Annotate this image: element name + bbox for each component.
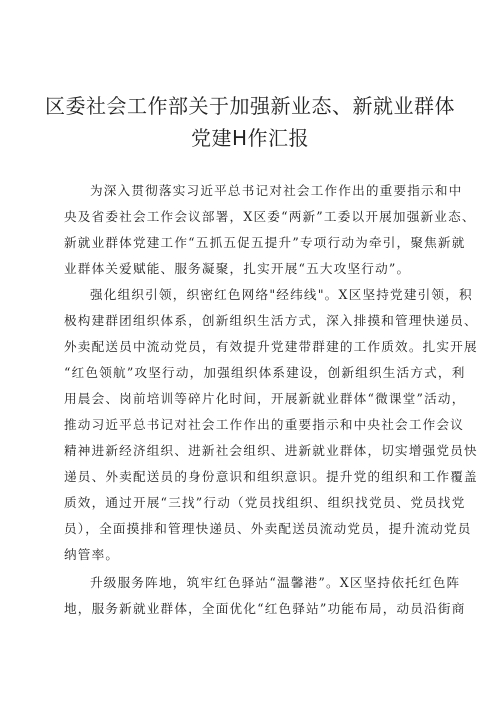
paragraph-line: 递员、外卖配送员的身份意识和组织意识。提升党的组织和工作覆盖 <box>64 469 478 484</box>
paragraph-line: 推动习近平总书记对社会工作作出的重要指示和中央社会工作会议 <box>64 417 465 432</box>
paragraph-line: 极构建群团组织体系，创新组织生活方式，深入排摸和管理快递员、 <box>64 313 478 328</box>
paragraph-line: 升级服务阵地，筑牢红色驿站“温馨港”。X区坚持依托红色阵 <box>90 575 461 590</box>
paragraph-line: 强化组织引领，织密红色网络"经纬线"。X区坚持党建引领，积 <box>90 287 473 302</box>
paragraph-line: 为深入贯彻落实习近平总书记对社会工作作出的重要指示和中 <box>90 183 463 198</box>
paragraph-line: 央及省委社会工作会议部署，X区委“两新”工委以开展加强新业态、 <box>64 209 476 224</box>
paragraph-line: “红色领航”攻坚行动，加强组织体系建设，创新组织生活方式，利 <box>64 365 466 380</box>
paragraph-organization <box>64 282 478 568</box>
document-title-line-1: 区委社会工作部关于加强新业态、新就业群体 <box>45 94 455 118</box>
paragraph-line: 员），全面摸排和管理快递员、外卖配送员流动党员，提升流动党员 <box>64 521 472 536</box>
paragraph-intro <box>64 178 476 282</box>
paragraph-line: 外卖配送员中流动党员，有效提升党建带群建的工作质效。扎实开展 <box>64 339 478 354</box>
paragraph-line: 业群体关爱赋能、服务凝聚，扎实开展“五大攻坚行动”。 <box>64 261 411 276</box>
paragraph-line: 用晨会、岗前培训等碎片化时间，开展新就业群体“微课堂”活动， <box>64 391 466 406</box>
paragraph-line: 纳管率。 <box>64 547 120 562</box>
paragraph-line: 地，服务新就业群体，全面优化“红色驿站”功能布局，动员沿街商 <box>64 601 466 616</box>
paragraph-line: 新就业群体党建工作“五抓五促五提升”专项行动为牵引，聚焦新就 <box>64 235 466 250</box>
paragraph-service <box>64 570 466 622</box>
paragraph-line: 精神进新经济组织、进新社会组织、进新就业群体，切实增强党员快 <box>64 443 478 458</box>
paragraph-line: 质效，通过开展“三找”行动（党员找组织、组织找党员、党员找党 <box>64 495 466 510</box>
document-title-line-2: 党建H作汇报 <box>190 126 310 150</box>
